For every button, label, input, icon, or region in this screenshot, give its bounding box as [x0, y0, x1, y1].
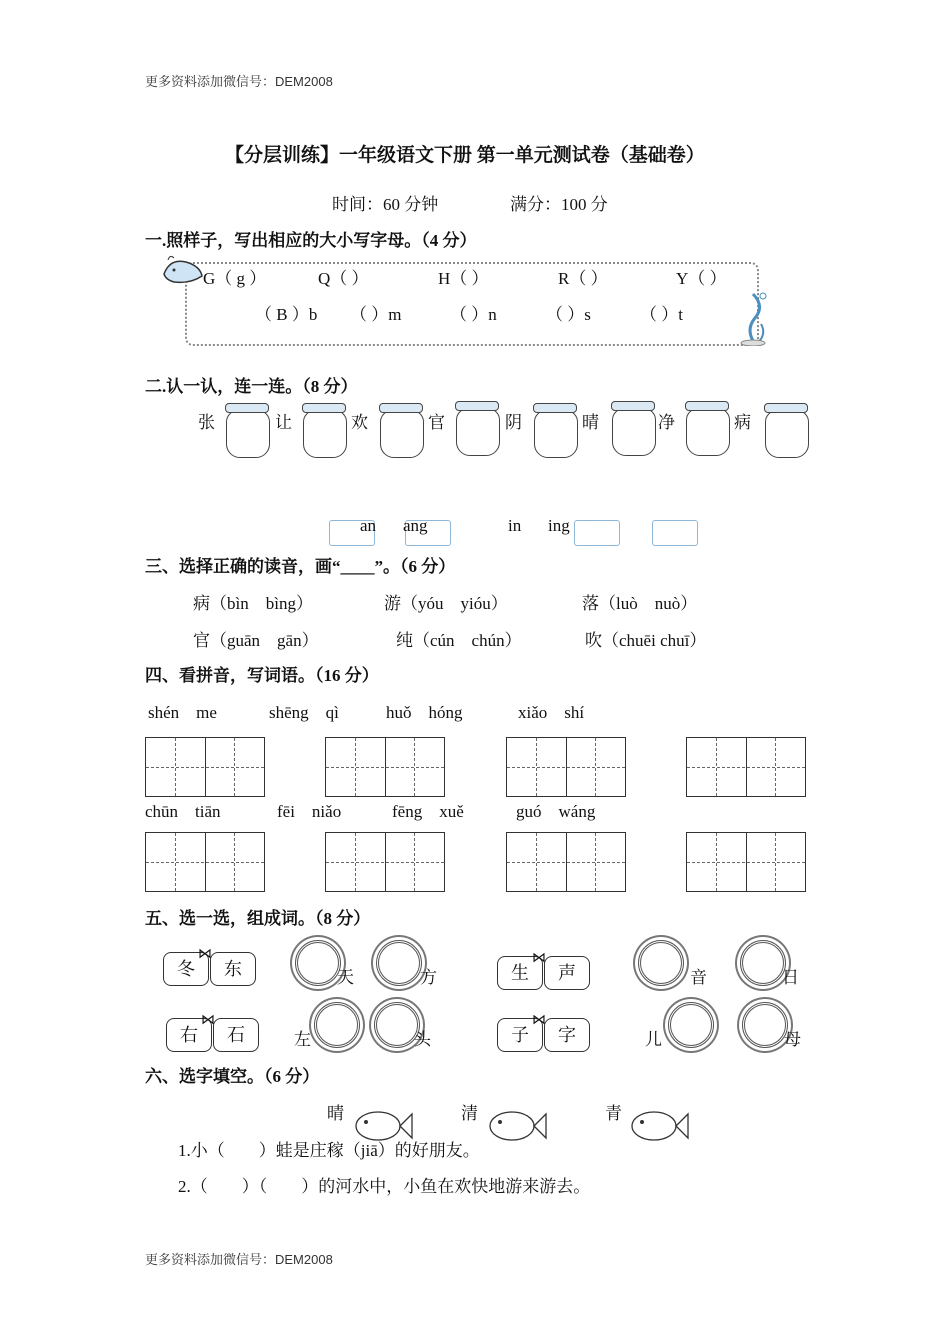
bow-icon: ⋈ [198, 947, 212, 962]
flower-blank [376, 940, 422, 986]
s2-char: 净 [658, 413, 675, 432]
pinyin: xiǎo shí [518, 703, 585, 722]
s6-option: 晴 [327, 1104, 344, 1123]
pinyin: huǒ hóng [386, 703, 463, 722]
s1-item: （ B ）b [255, 305, 318, 324]
jar-icon [226, 410, 270, 458]
s6-question-2: 2.（ ）（ ）的河水中，小鱼在欢快地游来游去。 [178, 1177, 591, 1196]
section-3-heading: 三、选择正确的读音，画“____”。（6 分） [145, 557, 456, 576]
s6-question-1: 1.小（ ）蛙是庄稼（jiā）的好朋友。 [178, 1141, 480, 1160]
writing-grid[interactable] [325, 832, 445, 892]
s2-char: 张 [198, 413, 215, 432]
jar-icon [456, 408, 500, 456]
choice-box: 子 [497, 1018, 543, 1052]
bow-icon: ⋈ [532, 951, 546, 966]
choice-box: 右 [166, 1018, 212, 1052]
s2-char: 官 [428, 413, 445, 432]
rhyme-box [574, 520, 620, 546]
flower-blank [668, 1002, 714, 1048]
pinyin: fēi niǎo [277, 802, 342, 821]
section-2-heading: 二.认一认，连一连。（8 分） [145, 377, 358, 396]
pinyin: chūn tiān [145, 802, 221, 821]
pinyin: shēng qì [269, 703, 339, 722]
s5-word: 儿 [645, 1030, 662, 1049]
s1-item: G（ g ） [203, 269, 267, 288]
page-header: 更多资料添加微信号：DEM2008 [145, 74, 333, 89]
fish-icon [486, 1106, 548, 1146]
flower-blank [742, 1002, 788, 1048]
s5-word: 天 [337, 968, 354, 987]
jar-icon [765, 410, 809, 458]
section-6-heading: 六、选字填空。（6 分） [145, 1067, 320, 1086]
rhyme-box [652, 520, 698, 546]
s2-char: 阴 [505, 413, 522, 432]
s2-char: 病 [734, 413, 751, 432]
bow-icon: ⋈ [532, 1013, 546, 1028]
rhyme: in [508, 516, 522, 535]
s3-item: 病（bìn bìng） [193, 594, 313, 613]
flower-blank [638, 940, 684, 986]
whale-icon [160, 252, 206, 288]
pinyin: fēng xuě [392, 802, 464, 821]
s5-word: 方 [420, 968, 437, 987]
s3-item: 吹（chuēi chuī） [585, 631, 707, 650]
jar-icon [686, 408, 730, 456]
s5-word: 母 [784, 1030, 801, 1049]
choice-box: 石 [213, 1018, 259, 1052]
choice-box: 东 [210, 952, 256, 986]
flower-blank [740, 940, 786, 986]
s6-option: 清 [461, 1104, 478, 1123]
section-1-heading: 一.照样子，写出相应的大小写字母。（4 分） [145, 231, 477, 250]
s1-item: （ ）s [546, 305, 591, 324]
s1-item: H（ ） [438, 269, 489, 288]
writing-grid[interactable] [506, 737, 626, 797]
s1-item: （ ）n [450, 305, 497, 324]
s3-item: 游（yóu yióu） [384, 594, 508, 613]
writing-grid[interactable] [325, 737, 445, 797]
pinyin: shén me [148, 703, 217, 722]
s1-item: R（ ） [558, 269, 608, 288]
seaweed-icon [735, 290, 775, 346]
writing-grid[interactable] [145, 832, 265, 892]
page-title: 【分层训练】一年级语文下册 第一单元测试卷（基础卷） [225, 145, 705, 166]
section-4-heading: 四、看拼音，写词语。（16 分） [145, 666, 379, 685]
full-score: 满分：100 分 [510, 195, 608, 214]
s2-char: 欢 [351, 413, 368, 432]
s1-item: （ ）t [640, 305, 683, 324]
s6-option: 青 [605, 1104, 622, 1123]
s3-item: 落（luò nuò） [582, 594, 698, 613]
writing-grid[interactable] [686, 737, 806, 797]
s5-word: 左 [294, 1030, 311, 1049]
s5-word: 日 [782, 968, 799, 987]
s5-word: 音 [690, 968, 707, 987]
rhyme: ang [403, 516, 428, 535]
choice-box: 冬 [163, 952, 209, 986]
jar-icon [534, 410, 578, 458]
s1-item: Y（ ） [676, 269, 727, 288]
flower-blank [295, 940, 341, 986]
rhyme: an [360, 516, 377, 535]
writing-grid[interactable] [686, 832, 806, 892]
s5-word: 头 [414, 1030, 431, 1049]
s3-item: 官（guān gān） [193, 631, 319, 650]
page-footer: 更多资料添加微信号：DEM2008 [145, 1252, 333, 1267]
jar-icon [303, 410, 347, 458]
fish-icon [628, 1106, 690, 1146]
pinyin: guó wáng [516, 802, 596, 821]
time-limit: 时间：60 分钟 [332, 195, 439, 214]
s2-char: 让 [275, 413, 292, 432]
bow-icon: ⋈ [201, 1013, 215, 1028]
choice-box: 生 [497, 956, 543, 990]
choice-box: 声 [544, 956, 590, 990]
writing-grid[interactable] [145, 737, 265, 797]
s1-item: Q（ ） [318, 269, 369, 288]
jar-icon [612, 408, 656, 456]
flower-blank [314, 1002, 360, 1048]
writing-grid[interactable] [506, 832, 626, 892]
jar-icon [380, 410, 424, 458]
s2-char: 晴 [582, 413, 599, 432]
s3-item: 纯（cún chún） [396, 631, 522, 650]
rhyme: ing [548, 516, 570, 535]
section-5-heading: 五、选一选，组成词。（8 分） [145, 909, 371, 928]
choice-box: 字 [544, 1018, 590, 1052]
s1-item: （ ）m [350, 305, 402, 324]
